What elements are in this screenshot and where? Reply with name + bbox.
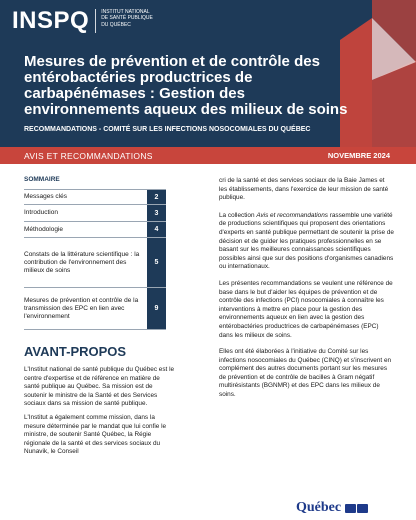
paragraph: cri de la santé et des services sociaux de la Baie James et les établissements, dans l'exercice de leur mission de santé publique. — [219, 177, 389, 202]
paragraph: L'Institut a également comme mission, dans la mesure déterminée par le mandat que lui confie le ministre, de soutenir Santé Québec, la Régie régionale de la santé et des services sociaux du Nunavik, le Conseil — [24, 413, 167, 456]
quebec-wordmark: Québec — [296, 500, 342, 515]
quebec-logo — [296, 500, 368, 516]
toc-entry[interactable] — [24, 237, 166, 287]
table-of-contents — [24, 176, 166, 330]
document-title: Mesures de prévention et de contrôle des entérobactéries productrices de carbapénémases : Gestion des environnements aqueux des milieux de soins — [24, 53, 348, 118]
cover-header — [0, 0, 416, 147]
toc-entry-label: Constats de la littérature scientifique : la contribution de l'environnement des milieux de soins — [24, 250, 140, 274]
toc-entry-label: Méthodologie — [24, 225, 64, 233]
paragraph: Les présentes recommandations se veulent une référence de base dans le but d'aider les équipes de prévention et de contrôle des infections (PCI) nosocomiales à connaître les interventions à mettre en place pour la gestion des environnements aqueux en lien avec la gestion des entérobactéries productrices de carbapénémases (EPC) dans les milieux de soins. — [219, 279, 393, 339]
category-band — [0, 147, 416, 164]
collection-name: Avis et recommandations — [256, 211, 328, 219]
fleur-de-lis-icon — [345, 504, 368, 513]
toc-entry-page: 5 — [146, 238, 166, 287]
logo-subtitle — [101, 9, 171, 28]
text-run: La collection — [219, 211, 257, 219]
right-column-text — [219, 177, 394, 408]
toc-entry[interactable] — [24, 189, 166, 204]
paragraph: Elles ont été élaborées à l'initiative du Comité sur les infections nosocomiales du Québec (CINQ) et s'inscrivent en complément des autres documents portant sur les mesures de prévention et de contrôle de bacilles à Gram négatif multirésistants (BGNMR) et des EPC dans les milieux de soins. — [219, 348, 392, 399]
toc-entry-page: 4 — [146, 222, 166, 237]
paragraph — [219, 212, 394, 272]
logo-sub-line3: DU QUÉBEC — [101, 21, 131, 28]
logo-separator — [95, 9, 96, 33]
document-subtitle: RECOMMANDATIONS - COMITÉ SUR LES INFECTIONS NOSOCOMIALES DU QUÉBEC — [24, 126, 311, 133]
toc-entry[interactable] — [24, 221, 166, 237]
toc-entry-page: 3 — [146, 205, 166, 221]
inspq-logo — [12, 8, 171, 34]
toc-entry-page: 2 — [146, 190, 166, 204]
toc-entry[interactable] — [24, 287, 166, 330]
left-column-text — [24, 366, 176, 462]
logo-sub-line2: DE SANTÉ PUBLIQUE — [101, 15, 153, 22]
toc-entry-label: Introduction — [24, 209, 58, 216]
category-label: AVIS ET RECOMMANDATIONS — [24, 151, 153, 161]
text-run: rassemble une variété de productions scientifiques qui proposent des orientations d'experts en santé publique permettant de soutenir la prise de décision et de guider les pratiques professionnelles en se basant sur les meilleures connaissances scientifiques possibles ainsi que sur des positions d'organismes canadiens ou internationaux. — [219, 211, 394, 271]
publication-date: NOVEMBRE 2024 — [327, 151, 390, 160]
logo-wordmark: INSPQ — [12, 7, 90, 34]
toc-title: SOMMAIRE — [24, 176, 60, 183]
toc-entry[interactable] — [24, 204, 166, 221]
section-heading: AVANT-PROPOS — [24, 344, 127, 359]
toc-entry-label: Messages clés — [24, 193, 67, 200]
paragraph: L'Institut national de santé publique du Québec est le centre d'expertise et de référence en matière de santé publique au Québec. Sa mission est de soutenir le ministre de la Santé et des Services sociaux dans sa mission de santé publique. — [24, 366, 175, 408]
toc-entry-label: Mesures de prévention et contrôle de la transmission des EPC en lien avec l'environnement — [24, 296, 139, 320]
logo-sub-line1: INSTITUT NATIONAL — [101, 9, 150, 15]
toc-entry-page: 9 — [146, 288, 166, 329]
